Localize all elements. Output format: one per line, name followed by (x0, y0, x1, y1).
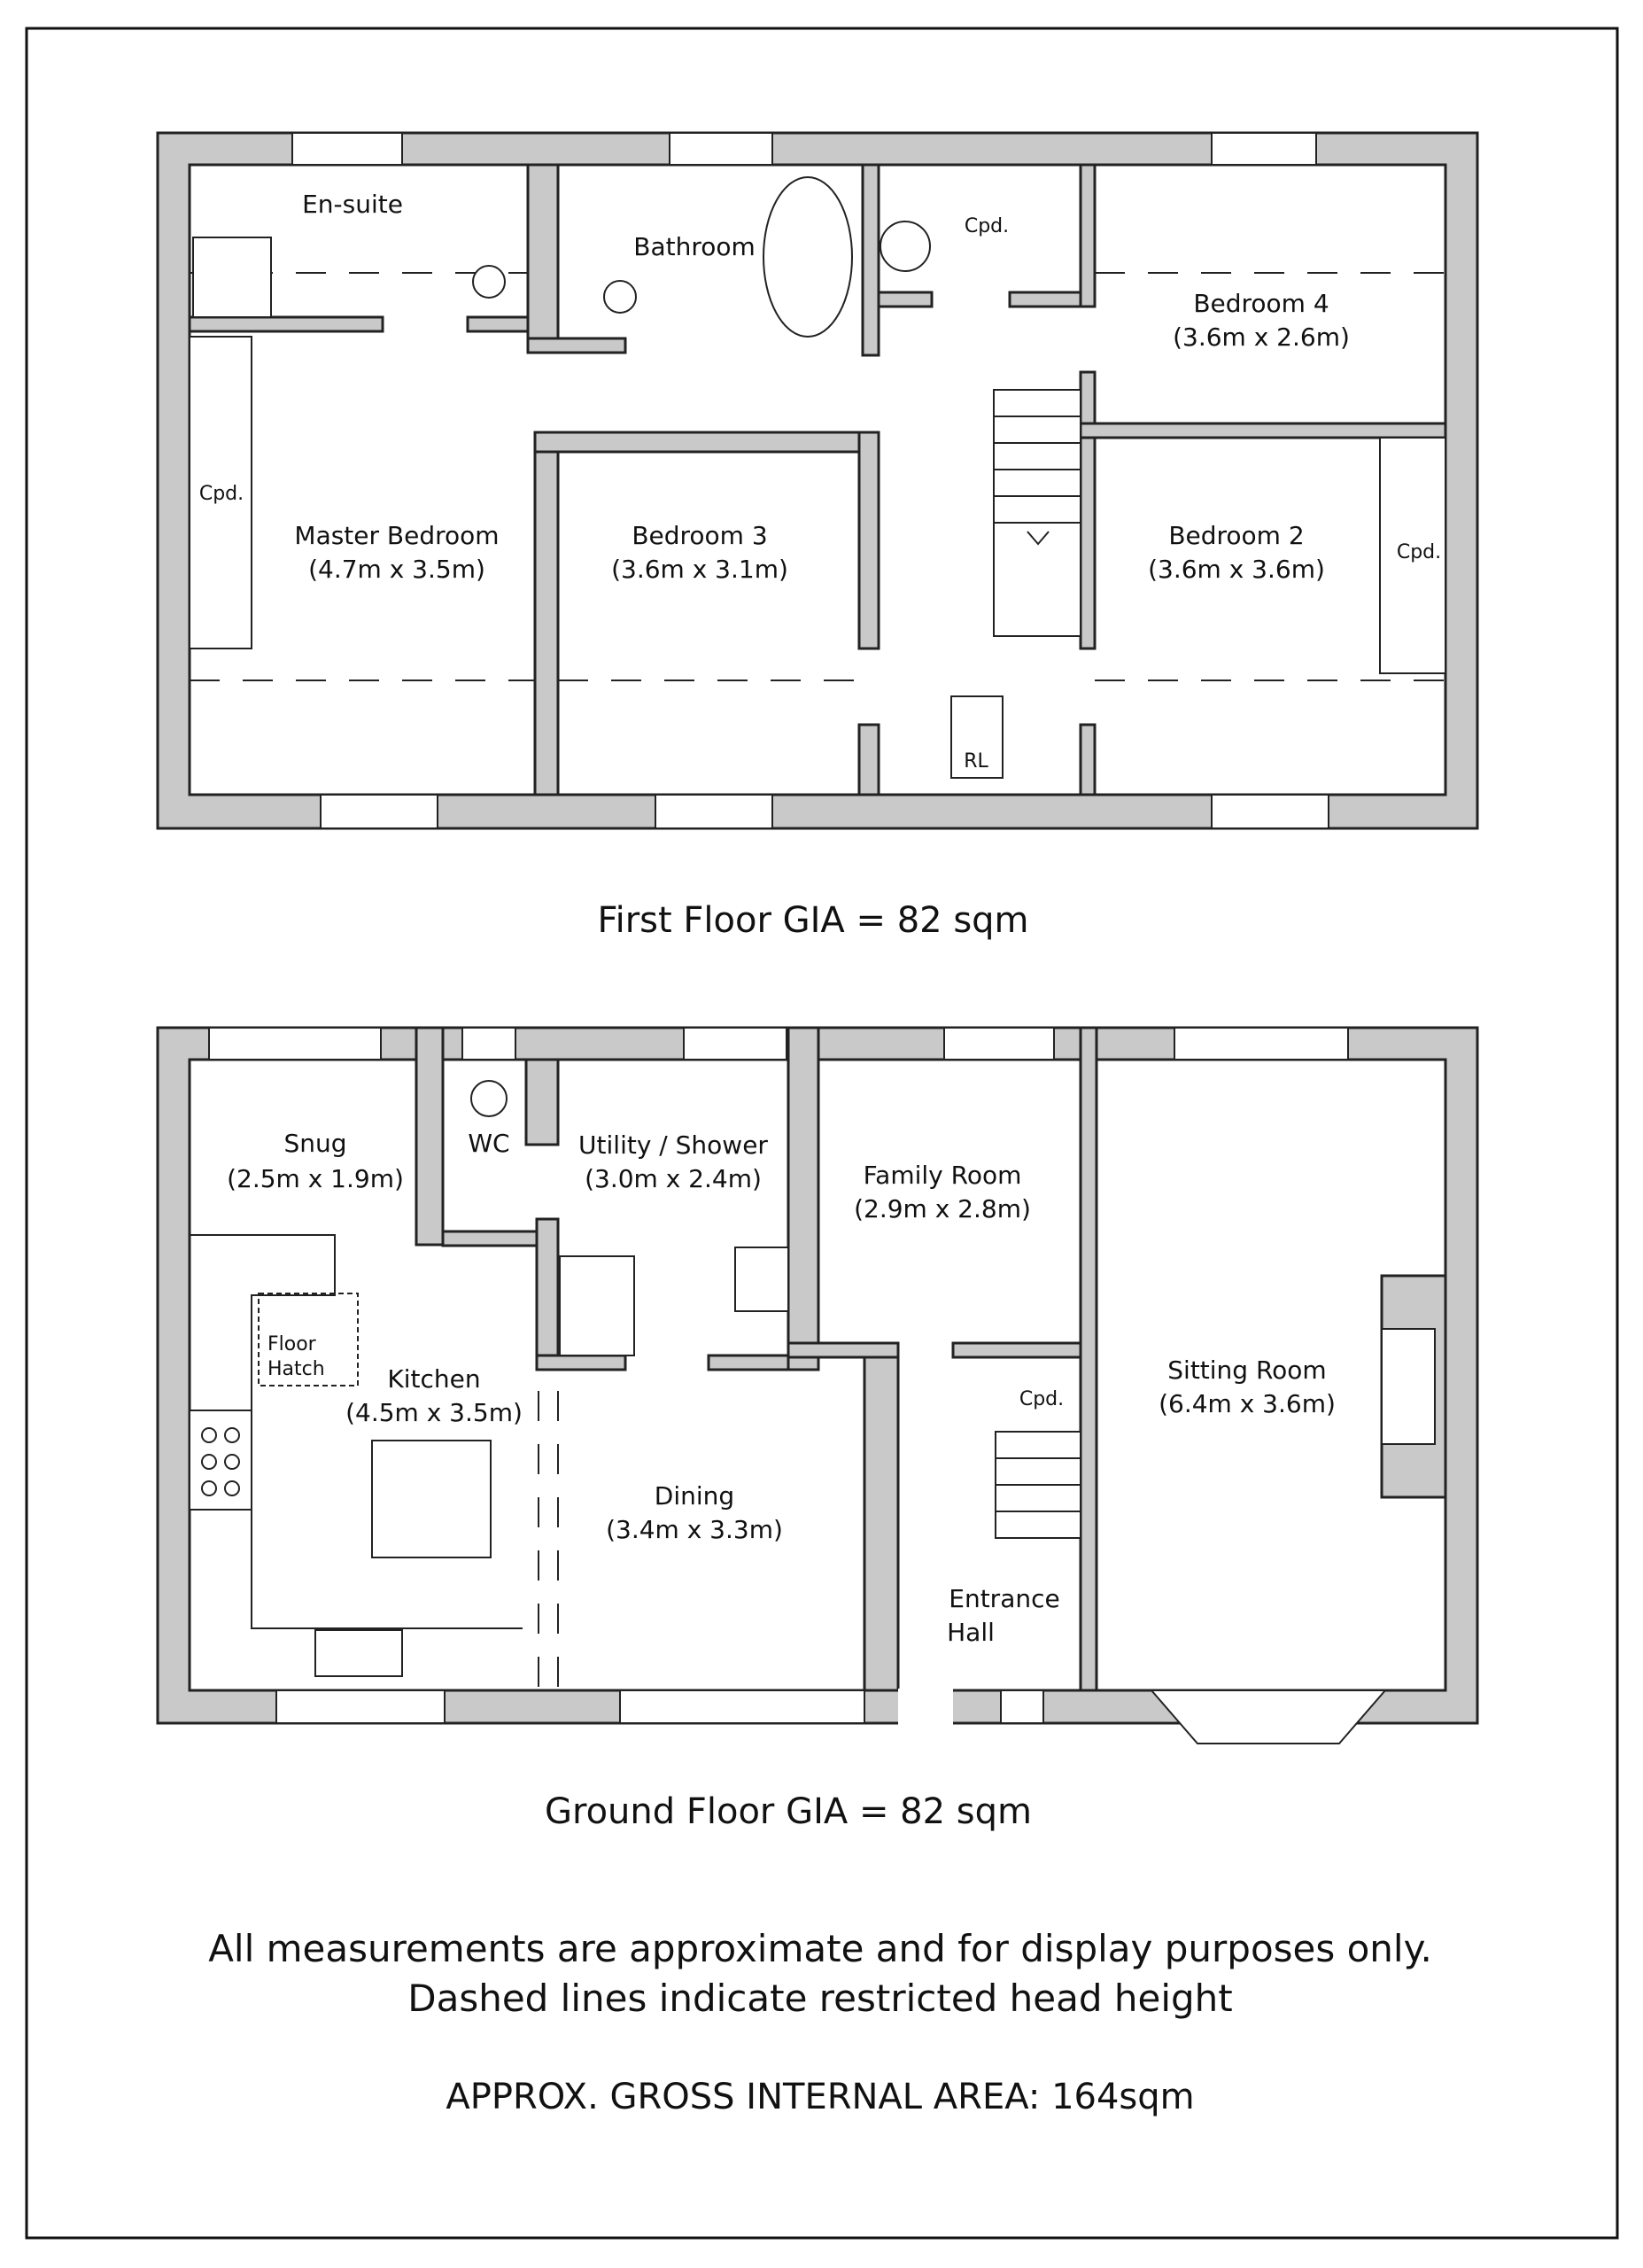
gf-wall-utility-left (537, 1219, 558, 1370)
gf-window-kitchen (276, 1690, 445, 1723)
label-dining-size: (3.4m x 3.3m) (606, 1515, 783, 1544)
gf-bay-window (1151, 1690, 1385, 1744)
label-utility: Utility / Shower (578, 1130, 768, 1160)
ff-wall-bath-bottom (528, 338, 625, 353)
gf-staircase (996, 1432, 1081, 1538)
gf-window-utility (684, 1028, 787, 1060)
ff-wall-master-right (535, 432, 558, 795)
ff-wall-bed4-bottom (1081, 423, 1445, 438)
label-utility-size: (3.0m x 2.4m) (585, 1164, 762, 1193)
label-bedroom2-size: (3.6m x 3.6m) (1148, 555, 1325, 584)
gf-window-wc (462, 1028, 515, 1060)
total-area: APPROX. GROSS INTERNAL AREA: 164sqm (446, 2077, 1195, 2117)
label-family-size: (2.9m x 2.8m) (854, 1194, 1031, 1223)
ff-window-bath (670, 133, 772, 165)
ground-floor-plan (158, 1028, 1477, 1744)
label-bedroom4: Bedroom 4 (1193, 289, 1329, 318)
ff-wall-bath-right (863, 165, 879, 355)
gf-fireplace (1382, 1329, 1435, 1444)
ff-wall-bed2-bottom-left (1081, 725, 1095, 795)
label-bedroom4-size: (3.6m x 2.6m) (1173, 322, 1350, 352)
ff-wall-bed3-bottom-right (859, 725, 879, 795)
label-kitchen-size: (4.5m x 3.5m) (345, 1398, 523, 1427)
ff-wall-bed4-left (1081, 165, 1095, 307)
label-master-cpd: Cpd. (198, 483, 244, 505)
gf-hob (190, 1410, 252, 1510)
label-ensuite: En-suite (302, 190, 403, 219)
label-floor-hatch-2: Hatch (267, 1358, 325, 1380)
ff-wall-ensuite-bottom2 (468, 317, 528, 331)
label-wc: WC (468, 1129, 510, 1158)
gf-wc-toilet (471, 1081, 507, 1116)
gf-wall-dining-right (864, 1357, 898, 1690)
label-bedroom3: Bedroom 3 (632, 521, 768, 550)
gf-wall-wc-bottom (443, 1231, 540, 1246)
label-bedroom3-size: (3.6m x 3.1m) (611, 555, 788, 584)
page-frame (27, 28, 1617, 2238)
gf-window-family (944, 1028, 1054, 1060)
gf-wall-snug-wc (416, 1028, 443, 1245)
label-bathroom: Bathroom (633, 232, 756, 261)
label-hall-1: Entrance (949, 1584, 1060, 1613)
gf-entrance-gap (898, 1689, 953, 1726)
label-sitting: Sitting Room (1167, 1355, 1327, 1385)
ff-window-master (321, 795, 438, 828)
ff-wall-bed3-top (535, 432, 875, 452)
gf-window-sitting (1174, 1028, 1348, 1060)
label-cupboard-top: Cpd. (964, 215, 1010, 237)
ff-shower-tray (193, 237, 271, 317)
ff-wall-ensuite-bath (528, 165, 558, 353)
ground-floor-caption: Ground Floor GIA = 82 sqm (545, 1791, 1032, 1832)
gf-window-hall (1001, 1690, 1043, 1723)
gf-kitchen-island (372, 1441, 491, 1557)
label-kitchen: Kitchen (387, 1364, 481, 1394)
label-bedroom2-cpd: Cpd. (1396, 541, 1442, 563)
gf-utility-sink (735, 1247, 788, 1311)
label-snug-size: (2.5m x 1.9m) (227, 1164, 404, 1193)
ff-wall-ensuite-bottom (190, 317, 383, 331)
note-line-1: All measurements are approximate and for display purposes only. (208, 1927, 1432, 1970)
label-master: Master Bedroom (294, 521, 500, 550)
ff-boiler (880, 221, 930, 271)
ff-wall-bed3-right (859, 432, 879, 649)
label-roof-light: RL (964, 750, 988, 773)
gf-wall-utility-right (788, 1028, 818, 1370)
ff-window-bed3 (655, 795, 772, 828)
ff-window-ensuite (292, 133, 402, 165)
label-snug: Snug (283, 1129, 347, 1158)
gf-window-dining (620, 1690, 864, 1723)
gf-wall-wc-right (526, 1060, 558, 1145)
ff-wall-cpd-bottom1 (879, 292, 932, 307)
ff-toilet (604, 281, 636, 313)
first-floor-caption: First Floor GIA = 82 sqm (597, 900, 1029, 941)
ff-window-bed4 (1212, 133, 1316, 165)
label-master-size: (4.7m x 3.5m) (308, 555, 485, 584)
ff-window-bed2 (1212, 795, 1329, 828)
gf-wall-family-bottom (788, 1343, 898, 1357)
label-dining: Dining (654, 1481, 735, 1511)
note-line-2: Dashed lines indicate restricted head height (407, 1977, 1233, 2020)
label-sitting-size: (6.4m x 3.6m) (1159, 1389, 1336, 1418)
gf-utility-shower (560, 1256, 634, 1355)
ff-staircase (994, 390, 1081, 636)
gf-wall-sitting-left (1081, 1028, 1097, 1690)
gf-kitchen-sink (315, 1630, 402, 1676)
ff-wall-landing-right (1081, 372, 1095, 649)
ff-bathtub (763, 177, 852, 337)
label-hall-2: Hall (947, 1618, 995, 1647)
gf-wall-family-bottom2 (953, 1343, 1081, 1357)
ff-toilet-ensuite (473, 266, 505, 298)
gf-wall-utility-bottom1 (537, 1355, 625, 1370)
label-bedroom2: Bedroom 2 (1168, 521, 1305, 550)
gf-window-snug (209, 1028, 381, 1060)
label-cupboard: Cpd. (1019, 1388, 1065, 1410)
label-family: Family Room (863, 1161, 1022, 1190)
first-floor-plan (158, 133, 1477, 828)
label-floor-hatch-1: Floor (267, 1333, 316, 1355)
